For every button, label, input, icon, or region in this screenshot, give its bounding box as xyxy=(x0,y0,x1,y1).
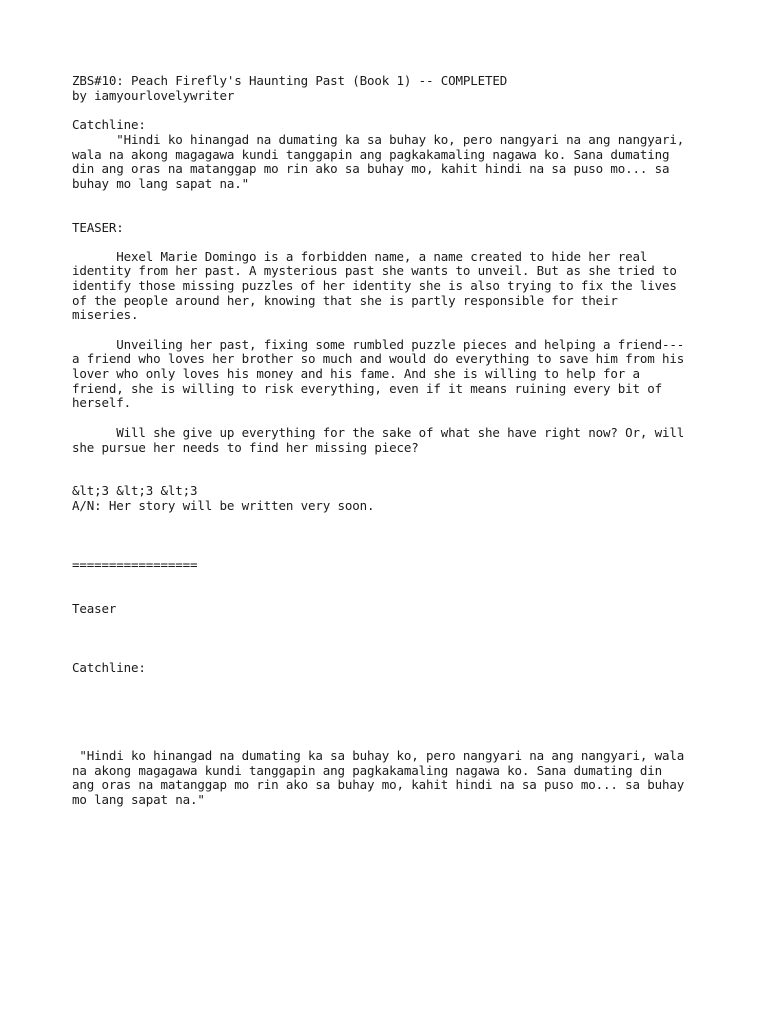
teaser-paragraph-2-line: lover who only loves his money and his fame. And she is willing to help for a xyxy=(72,366,640,381)
catchline-line: "Hindi ko hinangad na dumating ka sa buhay ko, pero nangyari na ang nangyari, xyxy=(72,132,685,147)
catchline-line: din ang oras na matanggap mo rin ako sa buhay mo, kahit hindi na sa puso mo... sa xyxy=(72,161,670,176)
catchline-repeat-line: mo lang sapat na." xyxy=(72,792,205,807)
teaser-heading: Teaser xyxy=(72,601,117,616)
teaser-paragraph-2-line: a friend who loves her brother so much and would do everything to save him from his xyxy=(72,351,685,366)
teaser-paragraph-2-line: friend, she is willing to risk everything, even if it means ruining every bit of xyxy=(72,381,663,396)
section-separator: ================= xyxy=(72,557,198,572)
teaser-paragraph-1-line: miseries. xyxy=(72,307,139,322)
teaser-paragraph-3-line: she pursue her needs to find her missing piece? xyxy=(72,440,419,455)
catchline-label: Catchline: xyxy=(72,117,146,132)
teaser-paragraph-3-line: Will she give up everything for the sake of what she have right now? Or, will xyxy=(72,425,685,440)
catchline-repeat-line: na akong magagawa kundi tanggapin ang pagkakamaling nagawa ko. Sana dumating din xyxy=(72,763,663,778)
catchline-repeat-line: "Hindi ko hinangad na dumating ka sa buhay ko, pero nangyari na ang nangyari, wala xyxy=(72,748,685,763)
teaser-paragraph-1-line: of the people around her, knowing that she is partly responsible for their xyxy=(72,293,618,308)
hearts-text: &lt;3 &lt;3 &lt;3 xyxy=(72,483,198,498)
author-note: A/N: Her story will be written very soon. xyxy=(72,498,375,513)
document-title: ZBS#10: Peach Firefly's Haunting Past (Book 1) -- COMPLETED xyxy=(72,73,508,88)
catchline-heading: Catchline: xyxy=(72,660,146,675)
catchline-repeat-line: ang oras na matanggap mo rin ako sa buhay mo, kahit hindi na sa puso mo... sa buhay xyxy=(72,777,685,792)
teaser-paragraph-1-line: Hexel Marie Domingo is a forbidden name, a name created to hide her real xyxy=(72,249,648,264)
teaser-paragraph-1-line: identify those missing puzzles of her identity she is also trying to fix the lives xyxy=(72,278,677,293)
catchline-line: wala na akong magagawa kundi tanggapin ang pagkakamaling nagawa ko. Sana dumating xyxy=(72,147,670,162)
teaser-label: TEASER: xyxy=(72,220,124,235)
catchline-line: buhay mo lang sapat na." xyxy=(72,176,250,191)
teaser-paragraph-2-line: herself. xyxy=(72,395,132,410)
teaser-paragraph-1-line: identity from her past. A mysterious past she wants to unveil. But as she tried to xyxy=(72,263,677,278)
teaser-paragraph-2-line: Unveiling her past, fixing some rumbled puzzle pieces and helping a friend--- xyxy=(72,337,685,352)
document-byline: by iamyourlovelywriter xyxy=(72,88,235,103)
